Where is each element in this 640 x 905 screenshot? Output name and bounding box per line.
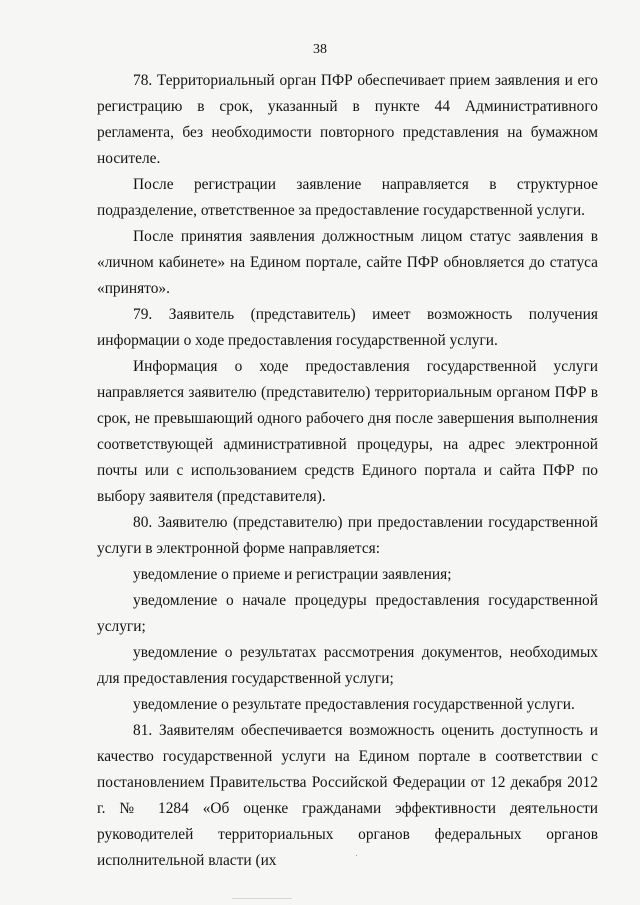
list-item-notice-review: уведомление о результатах рассмотрения документов, необходимых для предоставления государственной услуги; — [97, 644, 598, 687]
page-number: 38 — [313, 42, 327, 57]
paragraph-information: Информация о ходе предоставления государственной услуги направляется заявителю (представителю) территориальным органом ПФР в срок, не превышающий одного рабочего дня после завершения выполнения соответствующей административной процедуры, на адрес электронной почты или с использованием средств Единого портала и сайта ПФР по выбору заявителя (представителя). — [97, 358, 598, 505]
list-item-notice-start: уведомление о начале процедуры предоставления государственной услуги; — [97, 592, 598, 635]
scan-speck — [356, 855, 357, 856]
paragraph-80: 80. Заявителю (представителю) при предоставлении государственной услуги в электронной форме направляется: — [97, 514, 598, 557]
paragraph-78: 78. Территориальный орган ПФР обеспечивает прием заявления и его регистрацию в срок, указанный в пункте 44 Административного регламента, без необходимости повторного представления на бумажном носителе. — [97, 72, 598, 167]
scan-edge-mark — [232, 898, 292, 899]
body-text — [97, 68, 598, 874]
list-item-notice-result: уведомление о результате предоставления государственной услуги. — [133, 696, 575, 713]
paragraph-79: 79. Заявитель (представитель) имеет возможность получения информации о ходе предоставления государственной услуги. — [97, 306, 598, 349]
paragraph-registration: После регистрации заявление направляется в структурное подразделение, ответственное за предоставление государственной услуги. — [97, 176, 598, 219]
paragraph-81: 81. Заявителям обеспечивается возможность оценить доступность и качество государственной услуги на Едином портале в соответствии с постановлением Правительства Российской Федерации от 12 декабря 2012 г. № 1284 «Об оценке гражданами эффективности деятельности руководителей территориальных органов федеральных органов исполнительной власти (их — [97, 722, 598, 869]
paragraph-status: После принятия заявления должностным лицом статус заявления в «личном кабинете» на Едином портале, сайте ПФР обновляется до статуса «принято». — [97, 228, 598, 297]
list-item-notice-receipt: уведомление о приеме и регистрации заявления; — [133, 566, 452, 583]
